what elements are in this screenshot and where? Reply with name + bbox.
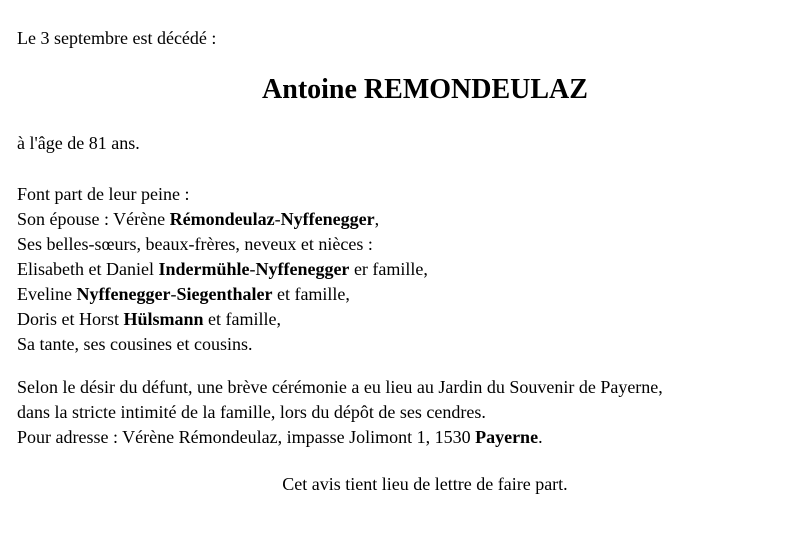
eveline-post-text: et famille, <box>272 284 350 304</box>
eveline-line <box>17 282 806 307</box>
doris-post-text: et famille, <box>203 309 282 329</box>
eveline-name2: Siegenthaler <box>176 284 273 304</box>
intro-text: Le 3 septembre est décédé : <box>17 28 217 48</box>
elisabeth-name1: Indermühle <box>158 259 250 279</box>
spouse-name-separator: - <box>274 209 281 229</box>
address-post-text: . <box>538 427 543 447</box>
ceremony-text-2: dans la stricte intimité de la famille, lors du dépôt de ses cendres. <box>17 402 486 422</box>
age-line <box>17 131 806 156</box>
aunt-text: Sa tante, ses cousines et cousins. <box>17 334 253 354</box>
doris-pre-text: Doris et Horst <box>17 309 124 329</box>
address-city: Payerne <box>475 427 539 447</box>
family-heading-line <box>17 182 806 207</box>
ceremony-paragraph <box>17 375 806 450</box>
doris-line <box>17 307 806 332</box>
address-pre-text: Pour adresse : Vérène Rémondeulaz, impasse Jolimont 1, 1530 <box>17 427 476 447</box>
ceremony-text-1: Selon le désir du défunt, une brève cérémonie a eu lieu au Jardin du Souvenir de Payerne, <box>17 377 663 397</box>
eveline-name-separator: - <box>170 284 177 304</box>
intro-line <box>17 26 806 51</box>
elisabeth-name-separator: - <box>249 259 256 279</box>
doris-name1: Hülsmann <box>123 309 204 329</box>
address-line <box>17 425 806 450</box>
spouse-post-text: , <box>374 209 380 229</box>
ceremony-line-2 <box>17 400 806 425</box>
relatives-intro-line <box>17 232 806 257</box>
closing-line <box>17 472 806 497</box>
deceased-name: Antoine REMONDEULAZ <box>262 74 588 105</box>
relatives-intro-text: Ses belles-sœurs, beaux-frères, neveux et nièces : <box>17 234 373 254</box>
spouse-pre-text: Son épouse : Vérène <box>17 209 170 229</box>
spouse-name1: Rémondeulaz <box>169 209 275 229</box>
closing-text: Cet avis tient lieu de lettre de faire part. <box>282 474 568 494</box>
spouse-line <box>17 207 806 232</box>
family-paragraph <box>17 182 806 357</box>
spouse-name2: Nyffenegger <box>280 209 375 229</box>
elisabeth-line <box>17 257 806 282</box>
age-text: à l'âge de 81 ans. <box>17 133 140 153</box>
elisabeth-post-text: er famille, <box>349 259 428 279</box>
deceased-name-title <box>17 73 806 107</box>
family-heading-text: Font part de leur peine : <box>17 184 190 204</box>
elisabeth-name2: Nyffenegger <box>255 259 350 279</box>
elisabeth-pre-text: Elisabeth et Daniel <box>17 259 159 279</box>
aunt-line <box>17 332 806 357</box>
eveline-pre-text: Eveline <box>17 284 77 304</box>
ceremony-line-1 <box>17 375 806 400</box>
eveline-name1: Nyffenegger <box>76 284 171 304</box>
